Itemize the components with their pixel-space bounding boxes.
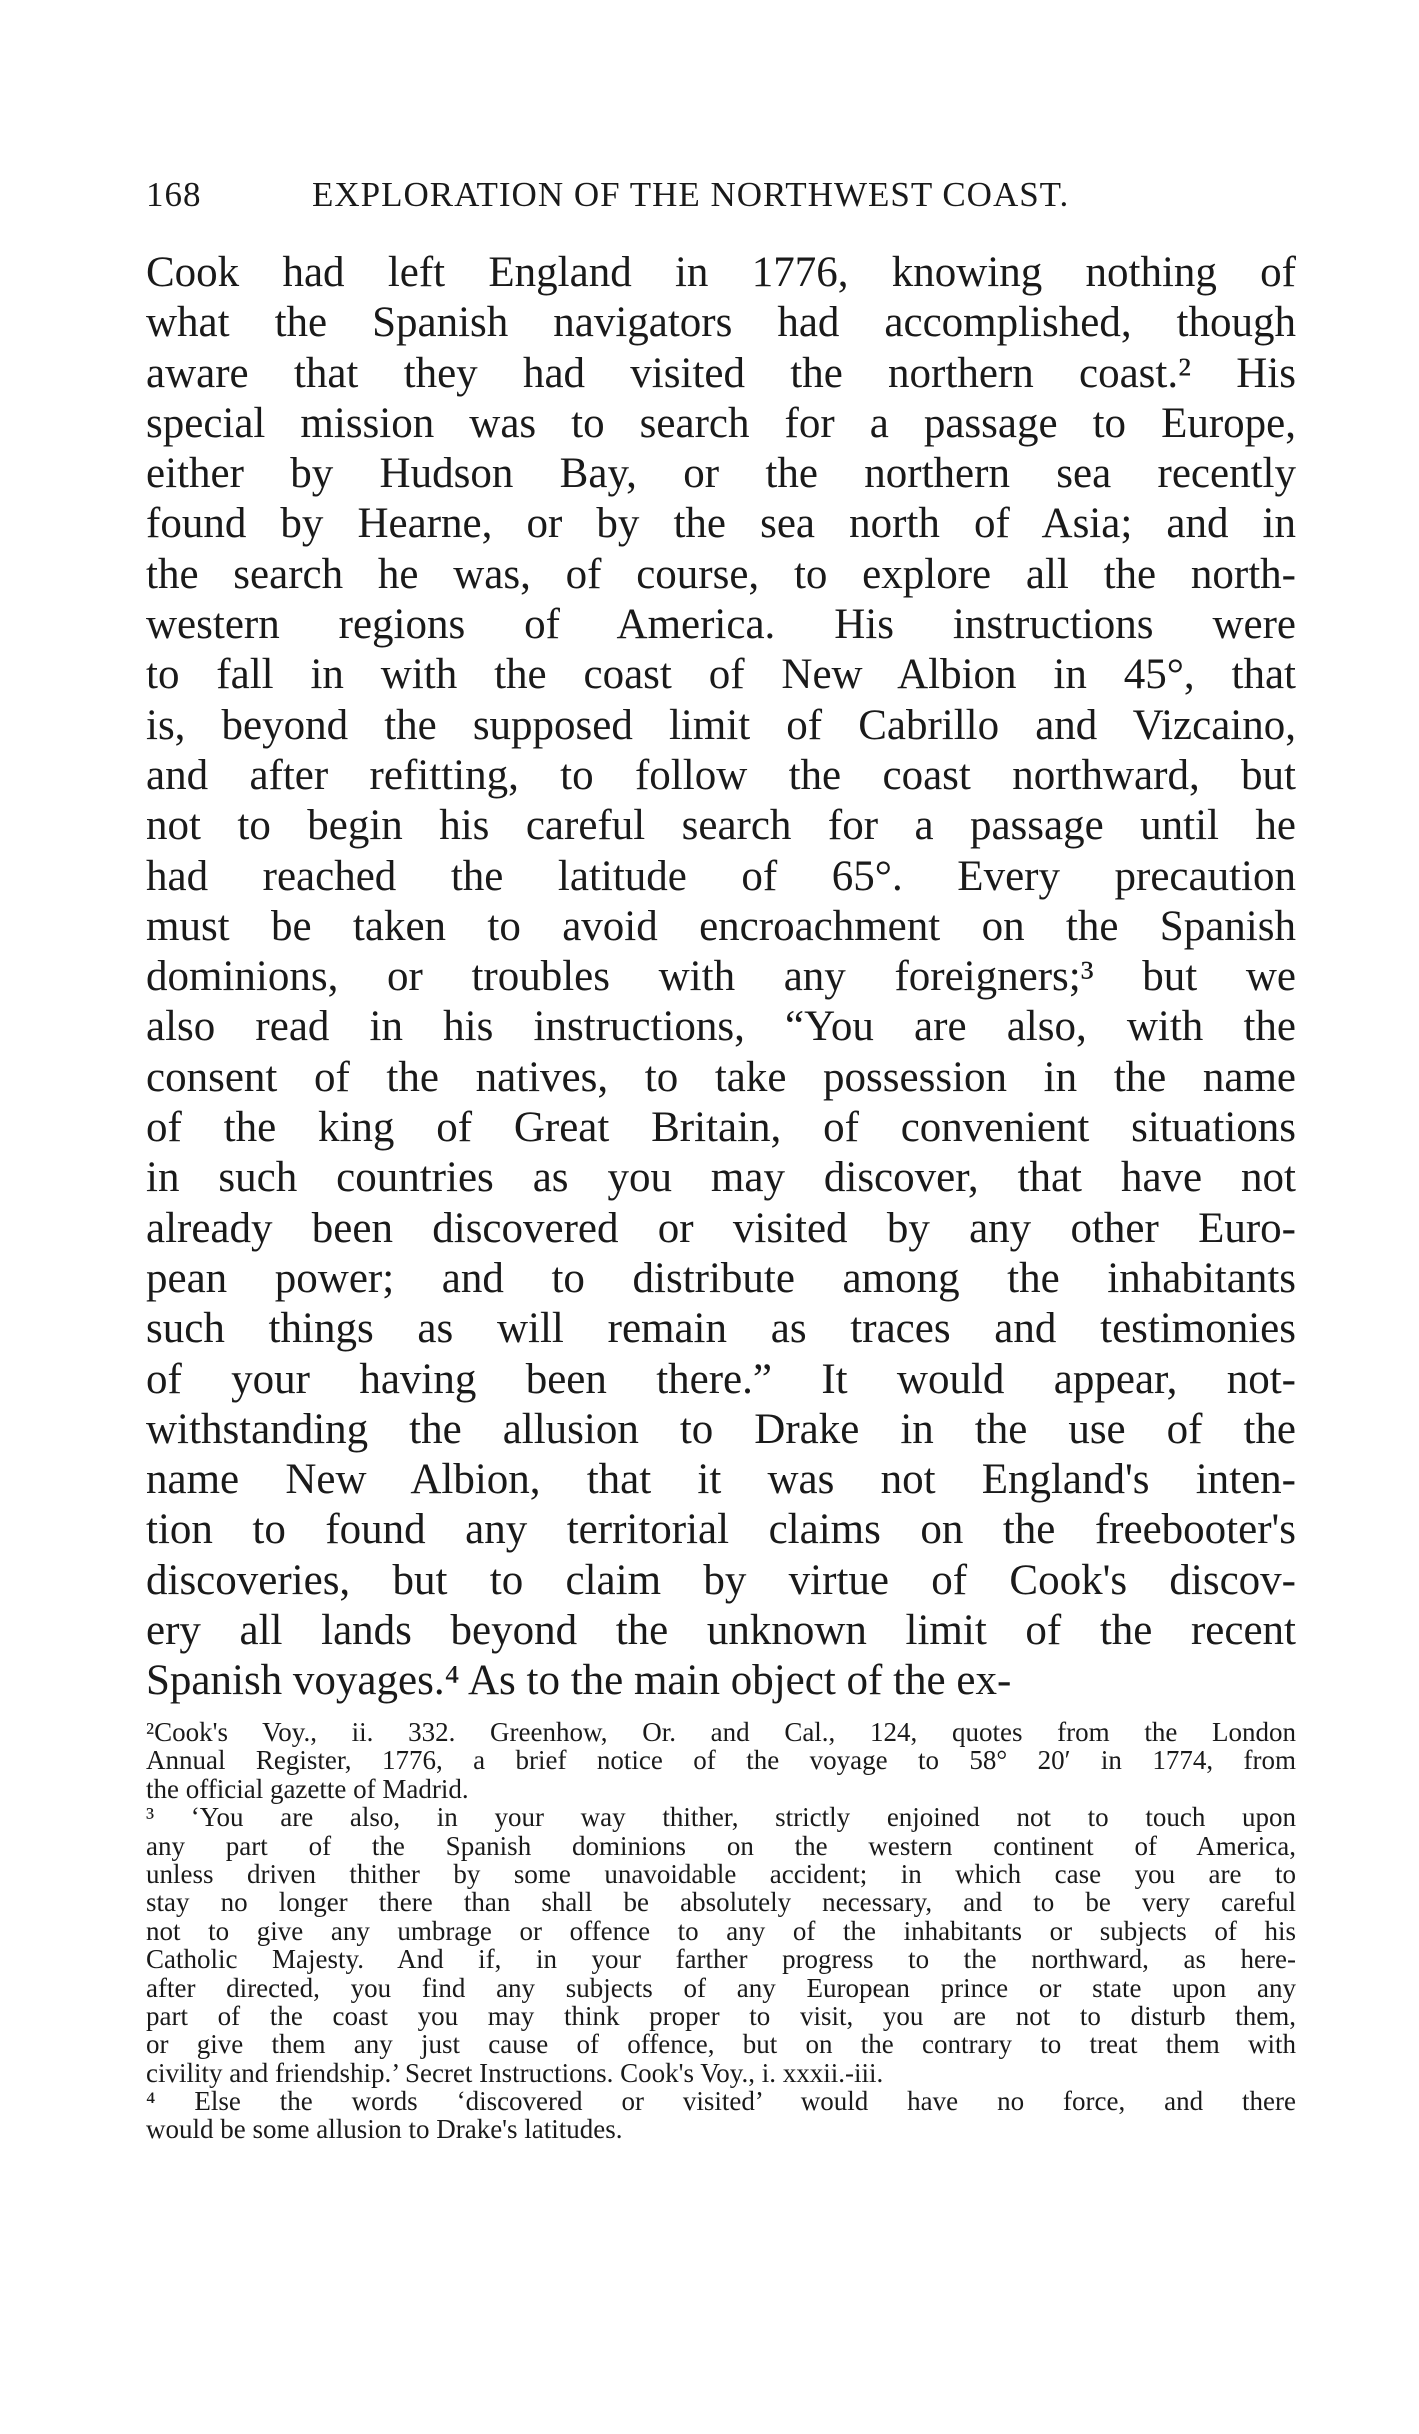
footnote-line: unless driven thither by some unavoidable accident; in which case you are to [146, 1858, 1296, 1889]
body-line: discoveries, but to claim by virtue of Cook's discov- [146, 1556, 1296, 1604]
body-line: what the Spanish navigators had accomplished, though [146, 299, 1296, 347]
footnote-line: the official gazette of Madrid. [146, 1773, 469, 1804]
page-number: 168 [146, 175, 202, 214]
footnote-line: ³ ‘You are also, in your way thither, strictly enjoined not to touch upon [146, 1802, 1296, 1833]
body-line: in such countries as you may discover, that have not [146, 1154, 1296, 1202]
body-line: found by Hearne, or by the sea north of Asia; and in [146, 500, 1296, 548]
body-line: either by Hudson Bay, or the northern sea recently [146, 450, 1296, 498]
footnote-line: ²Cook's Voy., ii. 332. Greenhow, Or. and Cal., 124, quotes from the London [146, 1717, 1296, 1747]
footnote-line: part of the coast you may think proper to visit, you are not to disturb them, [146, 2000, 1296, 2031]
body-line: consent of the natives, to take possession in the name [146, 1053, 1296, 1101]
body-line: must be taken to avoid encroachment on the Spanish [146, 902, 1296, 950]
body-line: to fall in with the coast of New Albion in 45°, that [146, 651, 1296, 699]
body-line: and after refitting, to follow the coast northward, but [146, 751, 1296, 799]
body-line: name New Albion, that it was not England's inten- [146, 1456, 1296, 1504]
running-header [146, 170, 1296, 220]
body-line: western regions of America. His instructions were [146, 601, 1296, 649]
footnote-line: or give them any just cause of offence, but on the contrary to treat them with [146, 2029, 1296, 2060]
body-line: had reached the latitude of 65°. Every precaution [146, 852, 1296, 900]
body-line: special mission was to search for a passage to Europe, [146, 399, 1296, 447]
footnote-line: would be some allusion to Drake's latitudes. [146, 2114, 623, 2145]
footnote-line: any part of the Spanish dominions on the western continent of America, [146, 1830, 1296, 1861]
body-line: Cook had left England in 1776, knowing nothing of [146, 249, 1296, 296]
body-line: not to begin his careful search for a passage until he [146, 802, 1296, 850]
running-title: EXPLORATION OF THE NORTHWEST COAST. [312, 175, 1070, 214]
body-line: aware that they had visited the northern coast.² His [146, 349, 1296, 397]
body-line: withstanding the allusion to Drake in the use of the [146, 1405, 1296, 1453]
body-line: the search he was, of course, to explore all the north- [146, 550, 1296, 598]
body-line: of the king of Great Britain, of convenient situations [146, 1104, 1296, 1152]
footnotes [146, 1718, 1296, 2144]
body-line: ery all lands beyond the unknown limit of the recent [146, 1607, 1296, 1655]
body-line: Spanish voyages.⁴ As to the main object of the ex- [146, 1657, 1012, 1705]
footnote-line: stay no longer there than shall be absolutely necessary, and to be very careful [146, 1887, 1296, 1918]
footnote-line: ⁴ Else the words ‘discovered or visited’ would have no force, and there [146, 2086, 1296, 2117]
body-line: tion to found any territorial claims on the freebooter's [146, 1506, 1296, 1554]
body-line: dominions, or troubles with any foreigners;³ but we [146, 953, 1296, 1001]
body-line: of your having been there.” It would appear, not- [146, 1355, 1296, 1403]
footnote-line: Annual Register, 1776, a brief notice of the voyage to 58° 20′ in 1774, from [146, 1745, 1296, 1776]
body-line: already been discovered or visited by any other Euro- [146, 1204, 1296, 1252]
footnote-line: after directed, you find any subjects of any European prince or state upon any [146, 1972, 1296, 2003]
main-text [146, 248, 1296, 1707]
body-line: is, beyond the supposed limit of Cabrillo and Vizcaino, [146, 701, 1296, 749]
body-line: also read in his instructions, “You are also, with the [146, 1003, 1296, 1051]
body-line: such things as will remain as traces and testimonies [146, 1305, 1296, 1353]
footnote-line: civility and friendship.’ Secret Instructions. Cook's Voy., i. xxxii.-iii. [146, 2057, 884, 2088]
footnote-line: not to give any umbrage or offence to any of the inhabitants or subjects of his [146, 1915, 1296, 1946]
body-line: pean power; and to distribute among the inhabitants [146, 1254, 1296, 1302]
footnote-line: Catholic Majesty. And if, in your farther progress to the northward, as here- [146, 1944, 1296, 1975]
